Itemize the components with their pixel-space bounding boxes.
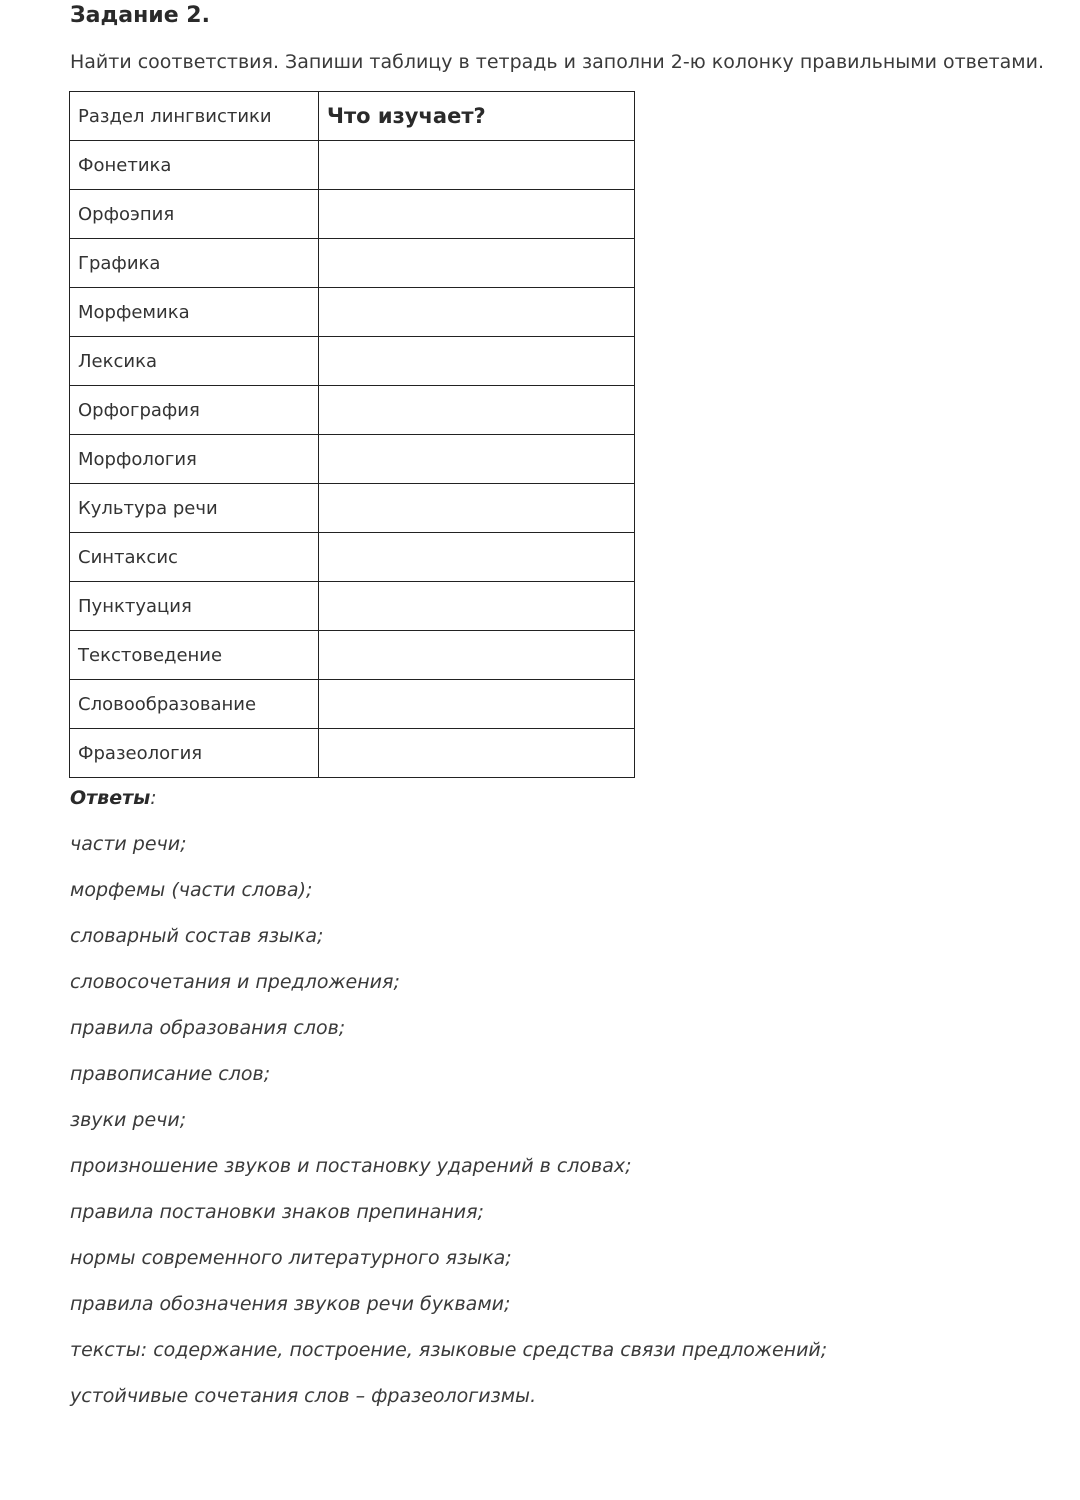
answer-item: правила обозначения звуков речи буквами; bbox=[70, 1293, 511, 1315]
answer-item: морфемы (части слова); bbox=[70, 879, 313, 901]
linguistics-section-cell: Морфемика bbox=[70, 288, 319, 337]
answer-blank-cell bbox=[319, 190, 635, 239]
linguistics-section-cell: Морфология bbox=[70, 435, 319, 484]
linguistics-section-cell: Графика bbox=[70, 239, 319, 288]
answer-item: звуки речи; bbox=[70, 1109, 187, 1131]
answer-blank-cell bbox=[319, 337, 635, 386]
answer-item: тексты: содержание, построение, языковые средства связи предложений; bbox=[70, 1339, 828, 1361]
answer-item: словарный состав языка; bbox=[70, 925, 324, 947]
answer-blank-cell bbox=[319, 680, 635, 729]
answer-blank-cell bbox=[319, 288, 635, 337]
task-instruction: Найти соответствия. Запиши таблицу в тетрадь и заполни 2-ю колонку правильными ответами. bbox=[70, 51, 1045, 73]
linguistics-section-cell: Фонетика bbox=[70, 141, 319, 190]
answer-blank-cell bbox=[319, 631, 635, 680]
answer-item: правила постановки знаков препинания; bbox=[70, 1201, 484, 1223]
answers-heading-colon: : bbox=[150, 787, 157, 809]
table-header-row bbox=[70, 92, 635, 141]
answer-item: правописание слов; bbox=[70, 1063, 271, 1085]
answers-list bbox=[70, 784, 827, 1428]
answer-item: устойчивые сочетания слов – фразеологизмы. bbox=[70, 1385, 537, 1407]
answer-blank-cell bbox=[319, 533, 635, 582]
linguistics-section-cell: Словообразование bbox=[70, 680, 319, 729]
table-row bbox=[70, 337, 635, 386]
answer-item: словосочетания и предложения; bbox=[70, 971, 400, 993]
header-what-it-studies: Что изучает? bbox=[319, 92, 635, 141]
linguistics-section-cell: Орфография bbox=[70, 386, 319, 435]
table-row bbox=[70, 288, 635, 337]
table-row bbox=[70, 533, 635, 582]
task-title: Задание 2. bbox=[70, 3, 210, 28]
answer-item: правила образования слов; bbox=[70, 1017, 346, 1039]
answer-item: нормы современного литературного языка; bbox=[70, 1247, 512, 1269]
answer-blank-cell bbox=[319, 386, 635, 435]
answer-item: части речи; bbox=[70, 833, 187, 855]
linguistics-section-cell: Пунктуация bbox=[70, 582, 319, 631]
header-linguistics-section: Раздел лингвистики bbox=[70, 92, 319, 141]
linguistics-section-cell: Текстоведение bbox=[70, 631, 319, 680]
answer-blank-cell bbox=[319, 435, 635, 484]
answer-item: произношение звуков и постановку ударений в словах; bbox=[70, 1155, 632, 1177]
table-row bbox=[70, 631, 635, 680]
answer-blank-cell bbox=[319, 484, 635, 533]
linguistics-section-cell: Лексика bbox=[70, 337, 319, 386]
answer-blank-cell bbox=[319, 729, 635, 778]
linguistics-section-cell: Фразеология bbox=[70, 729, 319, 778]
table-body bbox=[70, 141, 635, 778]
table-row bbox=[70, 141, 635, 190]
matching-table bbox=[69, 91, 635, 778]
table-row bbox=[70, 484, 635, 533]
answers-heading-label: Ответы bbox=[70, 787, 151, 809]
linguistics-section-cell: Культура речи bbox=[70, 484, 319, 533]
answer-blank-cell bbox=[319, 141, 635, 190]
answers-heading bbox=[70, 784, 827, 830]
linguistics-section-cell: Орфоэпия bbox=[70, 190, 319, 239]
table-row bbox=[70, 680, 635, 729]
table-row bbox=[70, 190, 635, 239]
table-row bbox=[70, 435, 635, 484]
table-row bbox=[70, 386, 635, 435]
answer-blank-cell bbox=[319, 239, 635, 288]
table-row bbox=[70, 582, 635, 631]
linguistics-section-cell: Синтаксис bbox=[70, 533, 319, 582]
table-row bbox=[70, 729, 635, 778]
answer-blank-cell bbox=[319, 582, 635, 631]
table-row bbox=[70, 239, 635, 288]
